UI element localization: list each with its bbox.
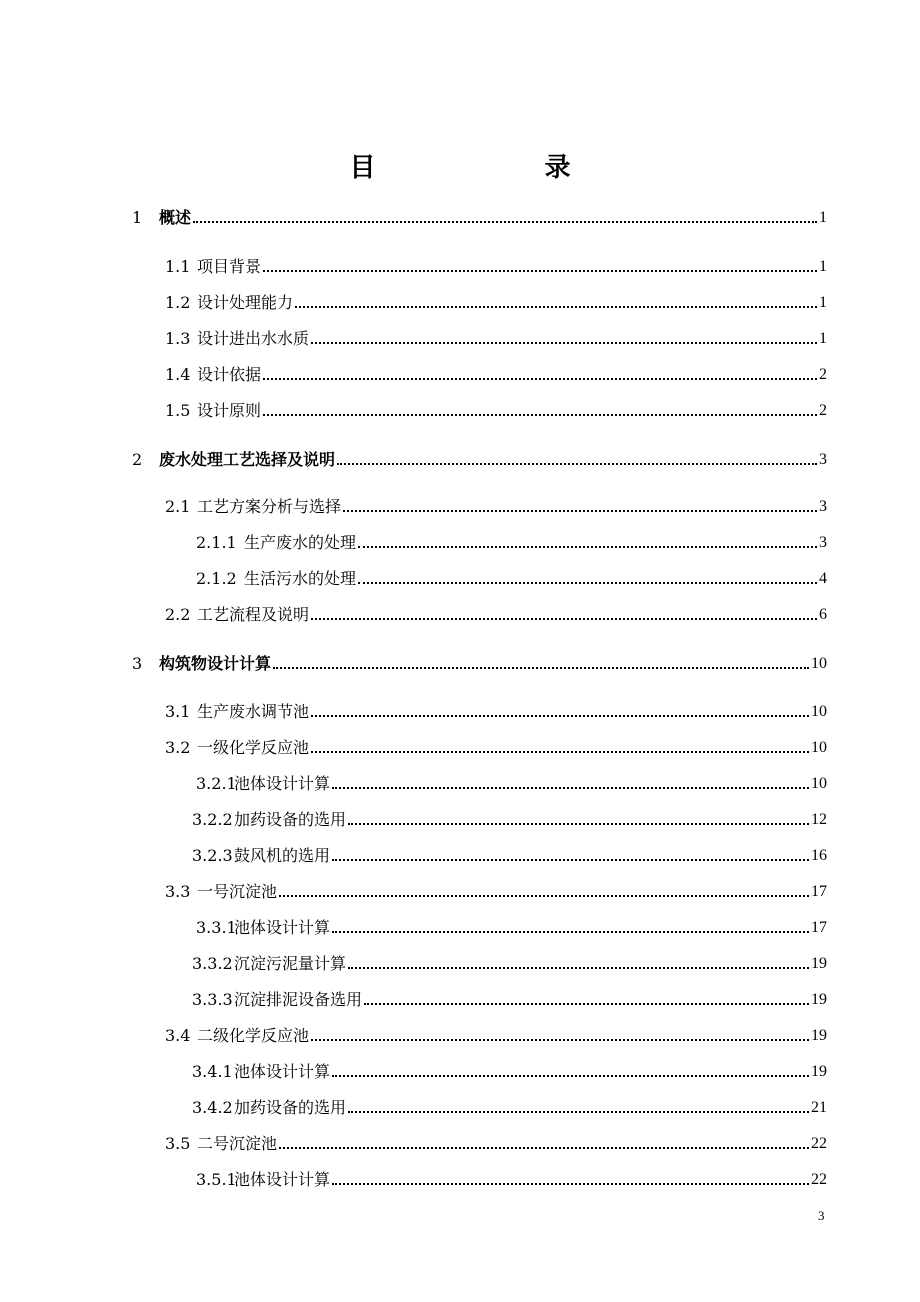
dot-leader [332,859,809,861]
toc-entry-number: 3.3.3 [192,990,233,1009]
dot-leader [263,414,817,416]
toc-entry[interactable] [165,289,827,313]
toc-entry-number: 2 [132,450,143,469]
toc-entry-page: 17 [811,883,827,900]
toc-title: 目 录 [349,153,651,183]
toc-entry-page: 1 [819,258,827,275]
toc-entry[interactable] [196,914,827,938]
dot-leader [332,931,809,933]
toc-entry-label: 设计依据 [197,365,262,384]
toc-entry-number: 2.1 [165,497,191,516]
toc-entry-label: 设计原则 [197,401,262,420]
toc-entry-number: 3.2.3 [192,846,233,865]
toc-entry-page: 3 [819,451,827,468]
toc-entry-number: 3.3.2 [192,954,233,973]
toc-entry-number: 3 [132,654,143,673]
toc-entry-page: 19 [811,991,827,1008]
toc-entry-page: 10 [811,655,827,672]
toc-entry-number: 1.5 [165,401,191,420]
toc-entry-number: 3.5.1 [196,1170,237,1189]
toc-entry-page: 22 [811,1135,827,1152]
toc-entry[interactable] [165,253,827,277]
dot-leader [263,270,817,272]
toc-entry[interactable] [192,1094,827,1118]
toc-entry-number: 3.2.2 [192,810,233,829]
toc-entry-number: 3.1 [165,702,191,721]
dot-leader [311,751,809,753]
toc-entry-page: 2 [819,366,827,383]
dot-leader [348,823,809,825]
toc-entry-label: 一号沉淀池 [197,882,278,901]
toc-entry-label: 沉淀排泥设备选用 [234,990,363,1009]
toc-entry[interactable] [165,361,827,385]
toc-entry[interactable] [196,770,827,794]
toc-entry-label: 构筑物设计计算 [159,654,272,673]
toc-entry-number: 3.4 [165,1026,191,1045]
toc-entry-number: 1.4 [165,365,191,384]
page-number: 3 [818,1208,825,1223]
toc-entry-label: 工艺方案分析与选择 [197,497,342,516]
toc-entry-page: 12 [811,811,827,828]
dot-leader [263,378,817,380]
dot-leader [279,895,809,897]
toc-entry[interactable] [165,734,827,758]
toc-entry-label: 池体设计计算 [234,1062,331,1081]
toc-entry-label: 二级化学反应池 [197,1026,310,1045]
dot-leader [311,618,817,620]
toc-entry-label: 生活污水的处理 [244,569,357,588]
toc-entry-label: 池体设计计算 [234,1170,331,1189]
toc-entry-label: 生产废水的处理 [244,533,357,552]
toc-entry[interactable] [192,806,827,830]
dot-leader [332,787,809,789]
dot-leader [311,715,809,717]
toc-entry[interactable] [196,529,827,553]
toc-entry-label: 一级化学反应池 [197,738,310,757]
toc-entry[interactable] [165,397,827,421]
dot-leader [358,582,817,584]
toc-entry[interactable] [132,204,827,228]
toc-entry-page: 3 [819,534,827,551]
dot-leader [279,1147,809,1149]
toc-entry-page: 19 [811,1063,827,1080]
dot-leader [348,1111,809,1113]
toc-entry-number: 2.1.1 [196,533,237,552]
toc-entry-page: 19 [811,1027,827,1044]
toc-entry-number: 3.4.1 [192,1062,233,1081]
toc-entry-page: 6 [819,606,827,623]
toc-entry[interactable] [165,601,827,625]
toc-entry[interactable] [165,493,827,517]
toc-entry-page: 4 [819,570,827,587]
dot-leader [273,667,809,669]
toc-entry-label: 池体设计计算 [234,918,331,937]
toc-entry-number: 1.2 [165,293,191,312]
toc-entry[interactable] [165,1022,827,1046]
toc-entry-label: 沉淀污泥量计算 [234,954,347,973]
toc-entry[interactable] [192,842,827,866]
toc-entry-page: 10 [811,775,827,792]
toc-entry[interactable] [132,650,827,674]
dot-leader [337,463,817,465]
toc-entry-number: 1.1 [165,257,191,276]
toc-entry-label: 二号沉淀池 [197,1134,278,1153]
toc-entry[interactable] [165,1130,827,1154]
toc-entry-number: 1.3 [165,329,191,348]
toc-entry-label: 池体设计计算 [234,774,331,793]
toc-entry-page: 3 [819,498,827,515]
toc-entry-page: 22 [811,1171,827,1188]
dot-leader [343,510,817,512]
toc-entry-page: 1 [819,330,827,347]
dot-leader [311,342,817,344]
dot-leader [348,967,809,969]
toc-entry-number: 2.2 [165,605,191,624]
toc-entry[interactable] [196,565,827,589]
toc-entry-label: 废水处理工艺选择及说明 [159,450,336,469]
toc-entry-page: 10 [811,703,827,720]
toc-entry[interactable] [165,325,827,349]
dot-leader [332,1183,809,1185]
toc-entry-number: 2.1.2 [196,569,237,588]
toc-entry-label: 项目背景 [197,257,262,276]
toc-entry[interactable] [192,986,827,1010]
toc-entry-page: 17 [811,919,827,936]
toc-entry-number: 3.3.1 [196,918,237,937]
toc-entry-number: 1 [132,208,143,227]
dot-leader [311,1039,809,1041]
toc-entry-label: 加药设备的选用 [234,810,347,829]
toc-entry-label: 加药设备的选用 [234,1098,347,1117]
toc-entry-label: 鼓风机的选用 [234,846,331,865]
toc-entry[interactable] [192,950,827,974]
toc-entry-number: 3.2 [165,738,191,757]
toc-entry[interactable] [196,1166,827,1190]
toc-entry-page: 19 [811,955,827,972]
toc-entry[interactable] [192,1058,827,1082]
toc-entry-label: 生产废水调节池 [197,702,310,721]
dot-leader [358,546,817,548]
toc-entry-page: 21 [811,1099,827,1116]
dot-leader [295,306,817,308]
toc-entry-label: 设计进出水水质 [197,329,310,348]
dot-leader [332,1075,809,1077]
toc-entry-label: 概述 [159,208,192,227]
toc-entry-number: 3.3 [165,882,191,901]
toc-entry-page: 2 [819,402,827,419]
toc-entry-page: 1 [819,294,827,311]
toc-entry-page: 10 [811,739,827,756]
toc-entry-page: 16 [811,847,827,864]
toc-entry-number: 3.4.2 [192,1098,233,1117]
toc-entry-number: 3.5 [165,1134,191,1153]
dot-leader [193,221,817,223]
toc-entry-number: 3.2.1 [196,774,237,793]
toc-entry[interactable] [132,446,827,470]
toc-entry-label: 工艺流程及说明 [197,605,310,624]
toc-entry[interactable] [165,698,827,722]
dot-leader [364,1003,809,1005]
toc-entry[interactable] [165,878,827,902]
toc-entry-label: 设计处理能力 [197,293,294,312]
toc-entry-page: 1 [819,209,827,226]
